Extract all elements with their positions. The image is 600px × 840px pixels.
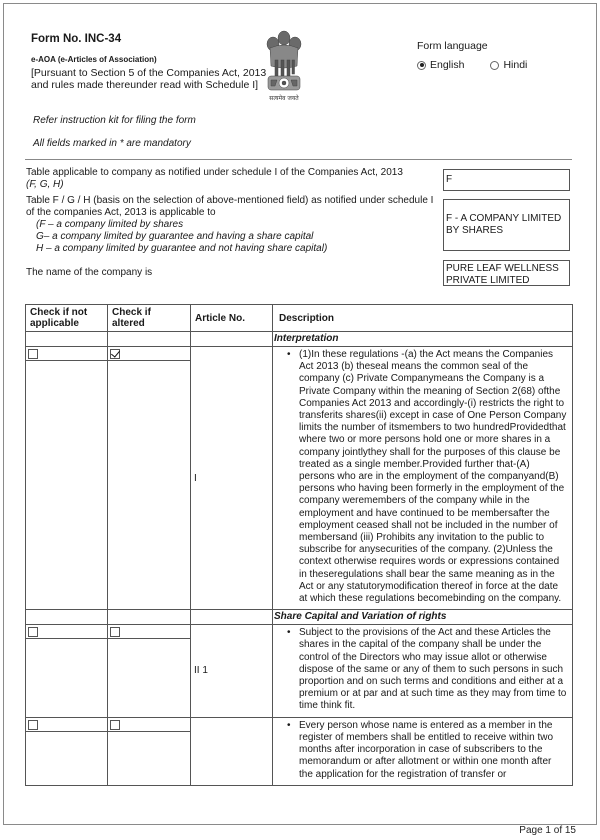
form-language-radio-group (417, 59, 527, 71)
table-applicable-label: Table applicable to company as notified under schedule I of the Companies Act, 2013 (F, G, H) (26, 167, 403, 190)
article-number: I (191, 347, 273, 610)
language-radio-hindi[interactable] (490, 59, 527, 71)
header-not-applicable: Check if not applicable (26, 305, 108, 332)
form-number: Form No. INC-34 (31, 33, 122, 45)
section-title: Share Capital and Variation of rights (273, 610, 573, 625)
header-altered: Check if altered (108, 305, 191, 332)
altered-checkbox[interactable] (110, 349, 120, 359)
form-name: e-AOA (e-Articles of Association) (31, 55, 157, 64)
company-name-label: The name of the company is (26, 267, 153, 278)
table-type-field[interactable]: F - A COMPANY LIMITED BY SHARES (443, 199, 570, 251)
mandatory-fields-note: All fields marked in * are mandatory (33, 138, 191, 149)
article-description: • Every person whose name is entered as a member in the register of members shall be entitled to receive within two months after incorporation in case of subscribers to the memorandum or after allotment or within one month after the application for the registration of transfer or (273, 717, 573, 785)
radio-selected-icon[interactable] (417, 61, 426, 70)
national-emblem-icon (264, 28, 304, 104)
table-type-hint-h: H – a company limited by guarantee and not having share capital) (36, 243, 328, 254)
table-type-label: Table F / G / H (basis on the selection of above-mentioned field) as notified under schedule I of the companies Act, 2013 is applicable to (F – a company limited by shares G– a company limited by guarantee and having a share capital H – a company limited by guarantee and not having share capital) (26, 195, 436, 255)
article-number (191, 717, 273, 785)
article-description: • Subject to the provisions of the Act and these Articles the shares in the capital of the company shall be under the control of the Directors who may issue allot or otherwise dispose of the same or any of them to such persons in such proportion and on such terms and conditions and either at a premium or at par and at such time as they may from time to time think fit. (273, 625, 573, 717)
svg-text:सत्यमेव जयते: सत्यमेव जयते (269, 95, 299, 102)
instruction-kit-note: Refer instruction kit for filing the form (33, 115, 196, 126)
form-language-label: Form language (417, 40, 488, 52)
not-applicable-checkbox[interactable] (28, 349, 38, 359)
table-header-row (26, 305, 573, 332)
section-row-share-capital (26, 610, 573, 625)
altered-checkbox[interactable] (110, 720, 120, 730)
section-title: Interpretation (273, 332, 573, 347)
header-article-no: Article No. (191, 305, 273, 332)
article-number: II 1 (191, 625, 273, 717)
table-applicable-hint: (F, G, H) (26, 179, 64, 190)
radio-unselected-icon[interactable] (490, 61, 499, 70)
language-radio-english[interactable] (417, 59, 464, 71)
not-applicable-checkbox[interactable] (28, 720, 38, 730)
header-description: Description (273, 305, 573, 332)
company-name-field[interactable]: PURE LEAF WELLNESS PRIVATE LIMITED (443, 260, 570, 286)
table-row (26, 625, 573, 717)
pursuant-note: [Pursuant to Section 5 of the Companies Act, 2013 and rules made thereunder read with Schedule I] (31, 67, 267, 91)
articles-table (25, 304, 573, 786)
altered-checkbox[interactable] (110, 627, 120, 637)
table-type-hint-f: (F – a company limited by shares (36, 219, 184, 230)
language-option-label: Hindi (503, 59, 528, 71)
not-applicable-checkbox[interactable] (28, 627, 38, 637)
page-number: Page 1 of 15 (519, 825, 576, 836)
section-row-interpretation (26, 332, 573, 347)
table-row (26, 347, 573, 610)
header-divider (25, 159, 572, 160)
table-type-hint-g: G– a company limited by guarantee and having a share capital (36, 231, 314, 242)
table-row (26, 717, 573, 785)
article-description: • (1)In these regulations -(a) the Act means the Companies Act 2013 (b) theseal means the common seal of the company (c) Private Companymeans the Company is a Private Company within the meaning of Section 2(68) ofthe Companies Act 2013 and accordingly-(i) restricts the right to transferits shares(ii) except in case of One Person Company limits the number of itsmembers to two hundredProvidedthat where two or more persons hold one or more shares in a company jointlythey shall for the purposes of this clause be treated as a single member.Provided further that-(A) persons who are in the employment of the companyand(B) persons who having been formerly in the employment of the company weremembers of the company while in the employment and have continued to be membersafter the employment ceased shall not be included in the number of membersand (iii) Prohibits any invitation to the public to subscribe for anysecurities of the company. (2)Unless the context otherwise requires words or expressions contained in theseregulations shall bear the same meaning as in the Act or any statutorymodification thereof in force at the date at which these regulations becomebinding on the company. (273, 347, 573, 610)
table-applicable-field[interactable]: F (443, 169, 570, 191)
language-option-label: English (430, 59, 465, 71)
